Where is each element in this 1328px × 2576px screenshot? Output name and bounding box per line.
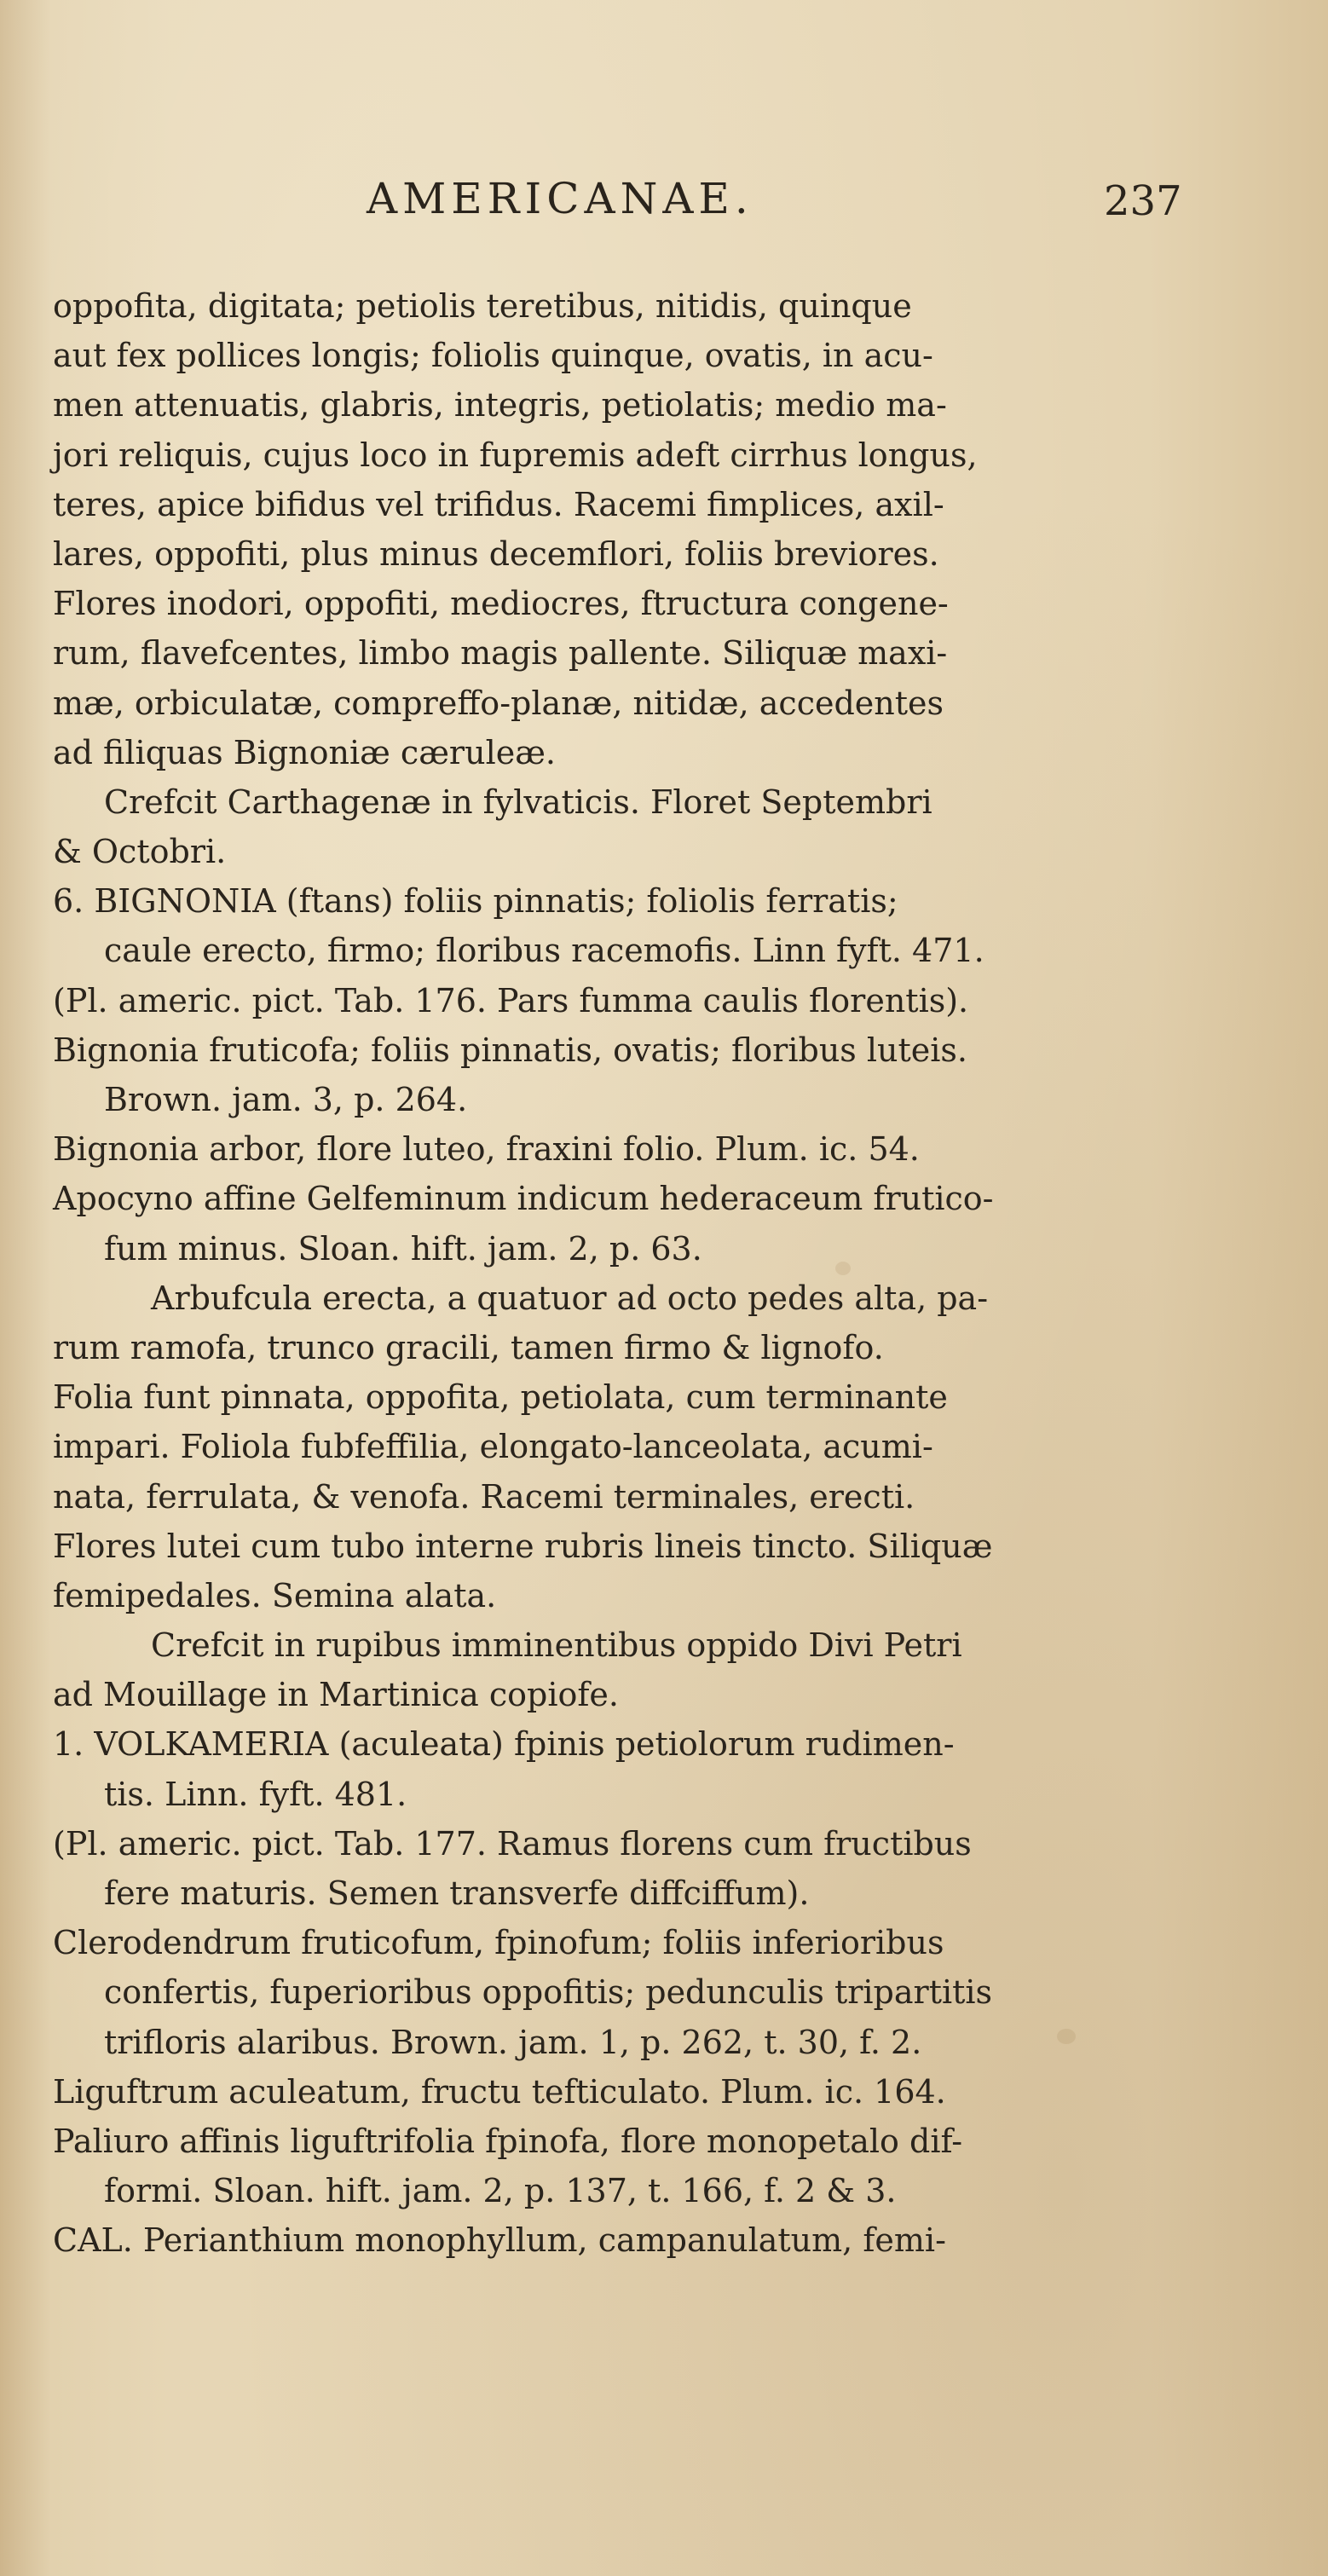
text-line: fere maturis. Semen transverfe diffciffum).: [104, 1874, 810, 1912]
text-line: nata, ferrulata, & venofa. Racemi terminales, erecti.: [53, 1477, 915, 1516]
body-text: [53, 281, 1161, 2266]
text-line: Bignonia arbor, flore luteo, fraxini folio. Plum. ic. 54.: [53, 1130, 920, 1169]
text-line: formi. Sloan. hift. jam. 2, p. 137, t. 166, f. 2 & 3.: [104, 2172, 897, 2210]
text-line: men attenuatis, glabris, integris, petiolatis; medio ma-: [53, 386, 947, 425]
text-line: (Pl. americ. pict. Tab. 176. Pars fumma caulis florentis).: [53, 981, 969, 1019]
entry-heading: 6. BIGNONIA (ftans) foliis pinnatis; foliolis ferratis;: [53, 882, 898, 921]
text-line: Arbufcula erecta, a quatuor ad octo pedes alta, pa-: [151, 1279, 989, 1317]
text-line: Crefcit Carthagenæ in fylvaticis. Floret Septembri: [104, 783, 932, 821]
text-line: (Pl. americ. pict. Tab. 177. Ramus florens cum fructibus: [53, 1824, 972, 1863]
text-line: jori reliquis, cujus loco in fupremis adeft cirrhus longus,: [53, 436, 978, 474]
text-line: Clerodendrum fruticofum, fpinofum; foliis inferioribus: [53, 1924, 944, 1962]
entry-heading: 1. VOLKAMERIA (aculeata) fpinis petiolorum rudimen-: [53, 1725, 955, 1764]
text-line: Flores lutei cum tubo interne rubris lineis tincto. Siliquæ: [53, 1527, 993, 1565]
text-line: lares, oppofiti, plus minus decemflori, foliis breviores.: [53, 534, 939, 573]
running-head: AMERICANAE.: [367, 174, 753, 223]
text-line: Flores inodori, oppofiti, mediocres, ftructura congene-: [53, 585, 949, 623]
text-line: Crefcit in rupibus imminentibus oppido Divi Petri: [151, 1626, 962, 1665]
text-line: teres, apice bifidus vel trifidus. Racemi fimplices, axil-: [53, 485, 944, 523]
text-line: mæ, orbiculatæ, compreffo-planæ, nitidæ, accedentes: [53, 684, 944, 722]
page-header: [0, 169, 1328, 237]
text-line: ad Mouillage in Martinica copiofe.: [53, 1676, 619, 1714]
text-line: trifloris alaribus. Brown. jam. 1, p. 262, t. 30, f. 2.: [104, 2023, 922, 2061]
text-line: & Octobri.: [53, 833, 227, 871]
text-line: fum minus. Sloan. hift. jam. 2, p. 63.: [104, 1229, 702, 1268]
text-line: rum ramofa, trunco gracili, tamen firmo & lignofo.: [53, 1328, 884, 1366]
text-line: tis. Linn. fyft. 481.: [104, 1775, 407, 1813]
page-number: 237: [1104, 177, 1182, 225]
text-line: impari. Foliola fubfeffilia, elongato-lanceolata, acumi-: [53, 1428, 933, 1466]
text-line: Folia funt pinnata, oppofita, petiolata, cum terminante: [53, 1378, 948, 1417]
text-line: confertis, fuperioribus oppofitis; pedunculis tripartitis: [104, 1973, 993, 2012]
text-line: Liguftrum aculeatum, fructu tefticulato. Plum. ic. 164.: [53, 2072, 946, 2111]
text-line: Brown. jam. 3, p. 264.: [104, 1081, 468, 1118]
text-line: ad filiquas Bignoniæ cæruleæ.: [53, 733, 557, 771]
text-line: Apocyno affine Gelfeminum indicum hederaceum frutico-: [53, 1180, 994, 1218]
text-line: CAL. Perianthium monophyllum, campanulatum, femi-: [53, 2221, 946, 2260]
text-line: Bignonia fruticofa; foliis pinnatis, ovatis; floribus luteis.: [53, 1031, 967, 1069]
text-line: Paliuro affinis liguftrifolia fpinofa, flore monopetalo dif-: [53, 2122, 963, 2160]
text-line: rum, flavefcentes, limbo magis pallente. Siliquæ maxi-: [53, 634, 948, 673]
text-line: oppofita, digitata; petiolis teretibus, nitidis, quinque: [53, 287, 912, 325]
text-line: caule erecto, firmo; floribus racemofis. Linn fyft. 471.: [104, 932, 984, 970]
text-line: femipedales. Semina alata.: [53, 1576, 497, 1614]
text-line: aut fex pollices longis; foliolis quinque, ovatis, in acu-: [53, 337, 933, 375]
